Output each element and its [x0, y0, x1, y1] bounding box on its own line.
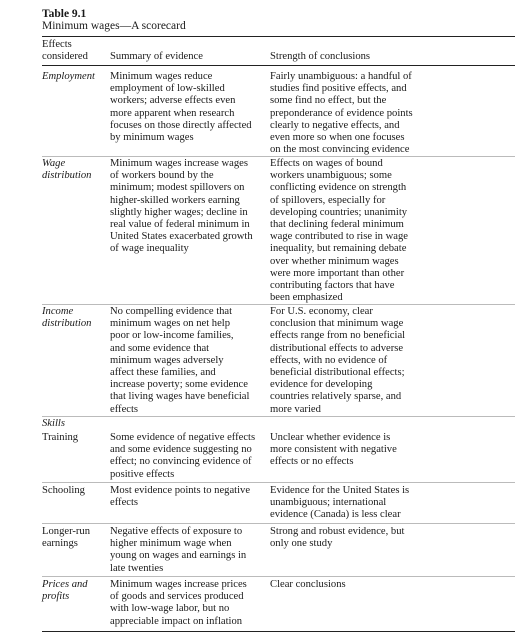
row-strength: Strong and robust evidence, but only one study [270, 526, 405, 550]
row-summary: Minimum wages reduce employment of low-skilled workers; adverse effects even more apparent when research focuses on those directly affected by minimum wages [110, 71, 252, 144]
header-strength: Strength of conclusions [270, 51, 371, 62]
row-effect: Longer-run earnings [42, 526, 91, 550]
row-effect: Income distribution [42, 306, 92, 330]
row-summary: Minimum wages increase prices of goods and services produced with low-wage labor, but no appreciable impact on inflation [110, 579, 247, 627]
header-effects: Effects considered [42, 39, 88, 63]
row-effect: Schooling [42, 485, 85, 496]
row-summary: Most evidence points to negative effects [110, 485, 251, 509]
row-strength: Unclear whether evidence is more consistent with negative effects or no effects [270, 432, 397, 468]
row-strength: Clear conclusions [270, 579, 346, 590]
row-strength: Fairly unambiguous: a handful of studies find positive effects, and some find no effect, but the preponderance of evidence points clearly to negative effects, and even more so when one focuses on the most convincing evidence [270, 71, 413, 156]
row-summary: Some evidence of negative effects and some evidence suggesting no effect; no convincing evidence of positive effects [110, 432, 256, 480]
row-effect: Employment [42, 71, 95, 82]
row-divider [42, 523, 515, 524]
section-skills: Skills [42, 418, 65, 429]
row-effect: Prices and profits [42, 579, 88, 603]
header-rule [42, 65, 515, 66]
row-strength: Effects on wages of bound workers unambiguous; some conflicting evidence on strength of spillovers, especially for developing countries; unanimity that declining federal minimum wage contributed to rise in wage inequality, but remaining debate over whether minimum wages were more important than other contributing factors that have been emphasized [270, 158, 408, 304]
row-divider [42, 156, 515, 157]
row-strength: For U.S. economy, clear conclusion that minimum wage effects range from no beneficial distributional effects to adverse effects, with no evidence of beneficial distributional effects; evidence for developing countries relatively sparse, and more varied [270, 306, 406, 415]
row-summary: No compelling evidence that minimum wages on net help poor or low-income families, and some evidence that minimum wages adversely affect these families, and increase poverty; some evidence that living wages have beneficial effects [110, 306, 250, 415]
row-summary: Minimum wages increase wages of workers bound by the minimum; modest spillovers on higher-skilled workers earning slightly higher wages; decline in real value of federal minimum in United States exacerbated growth of wage inequality [110, 158, 253, 255]
row-summary: Negative effects of exposure to higher minimum wage when young on wages and earnings in late twenties [110, 526, 247, 574]
row-effect: Training [42, 432, 79, 443]
header-summary: Summary of evidence [110, 51, 203, 62]
row-divider [42, 482, 515, 483]
row-strength: Evidence for the United States is unambiguous; international evidence (Canada) is less clear [270, 485, 410, 521]
table-bottom-rule [42, 631, 515, 632]
row-divider [42, 304, 515, 305]
table-title: Minimum wages—A scorecard [42, 20, 186, 32]
table-top-rule [42, 36, 515, 37]
row-divider [42, 416, 515, 417]
row-divider [42, 576, 515, 577]
row-effect: Wage distribution [42, 158, 92, 182]
table-label: Table 9.1 [42, 8, 87, 20]
